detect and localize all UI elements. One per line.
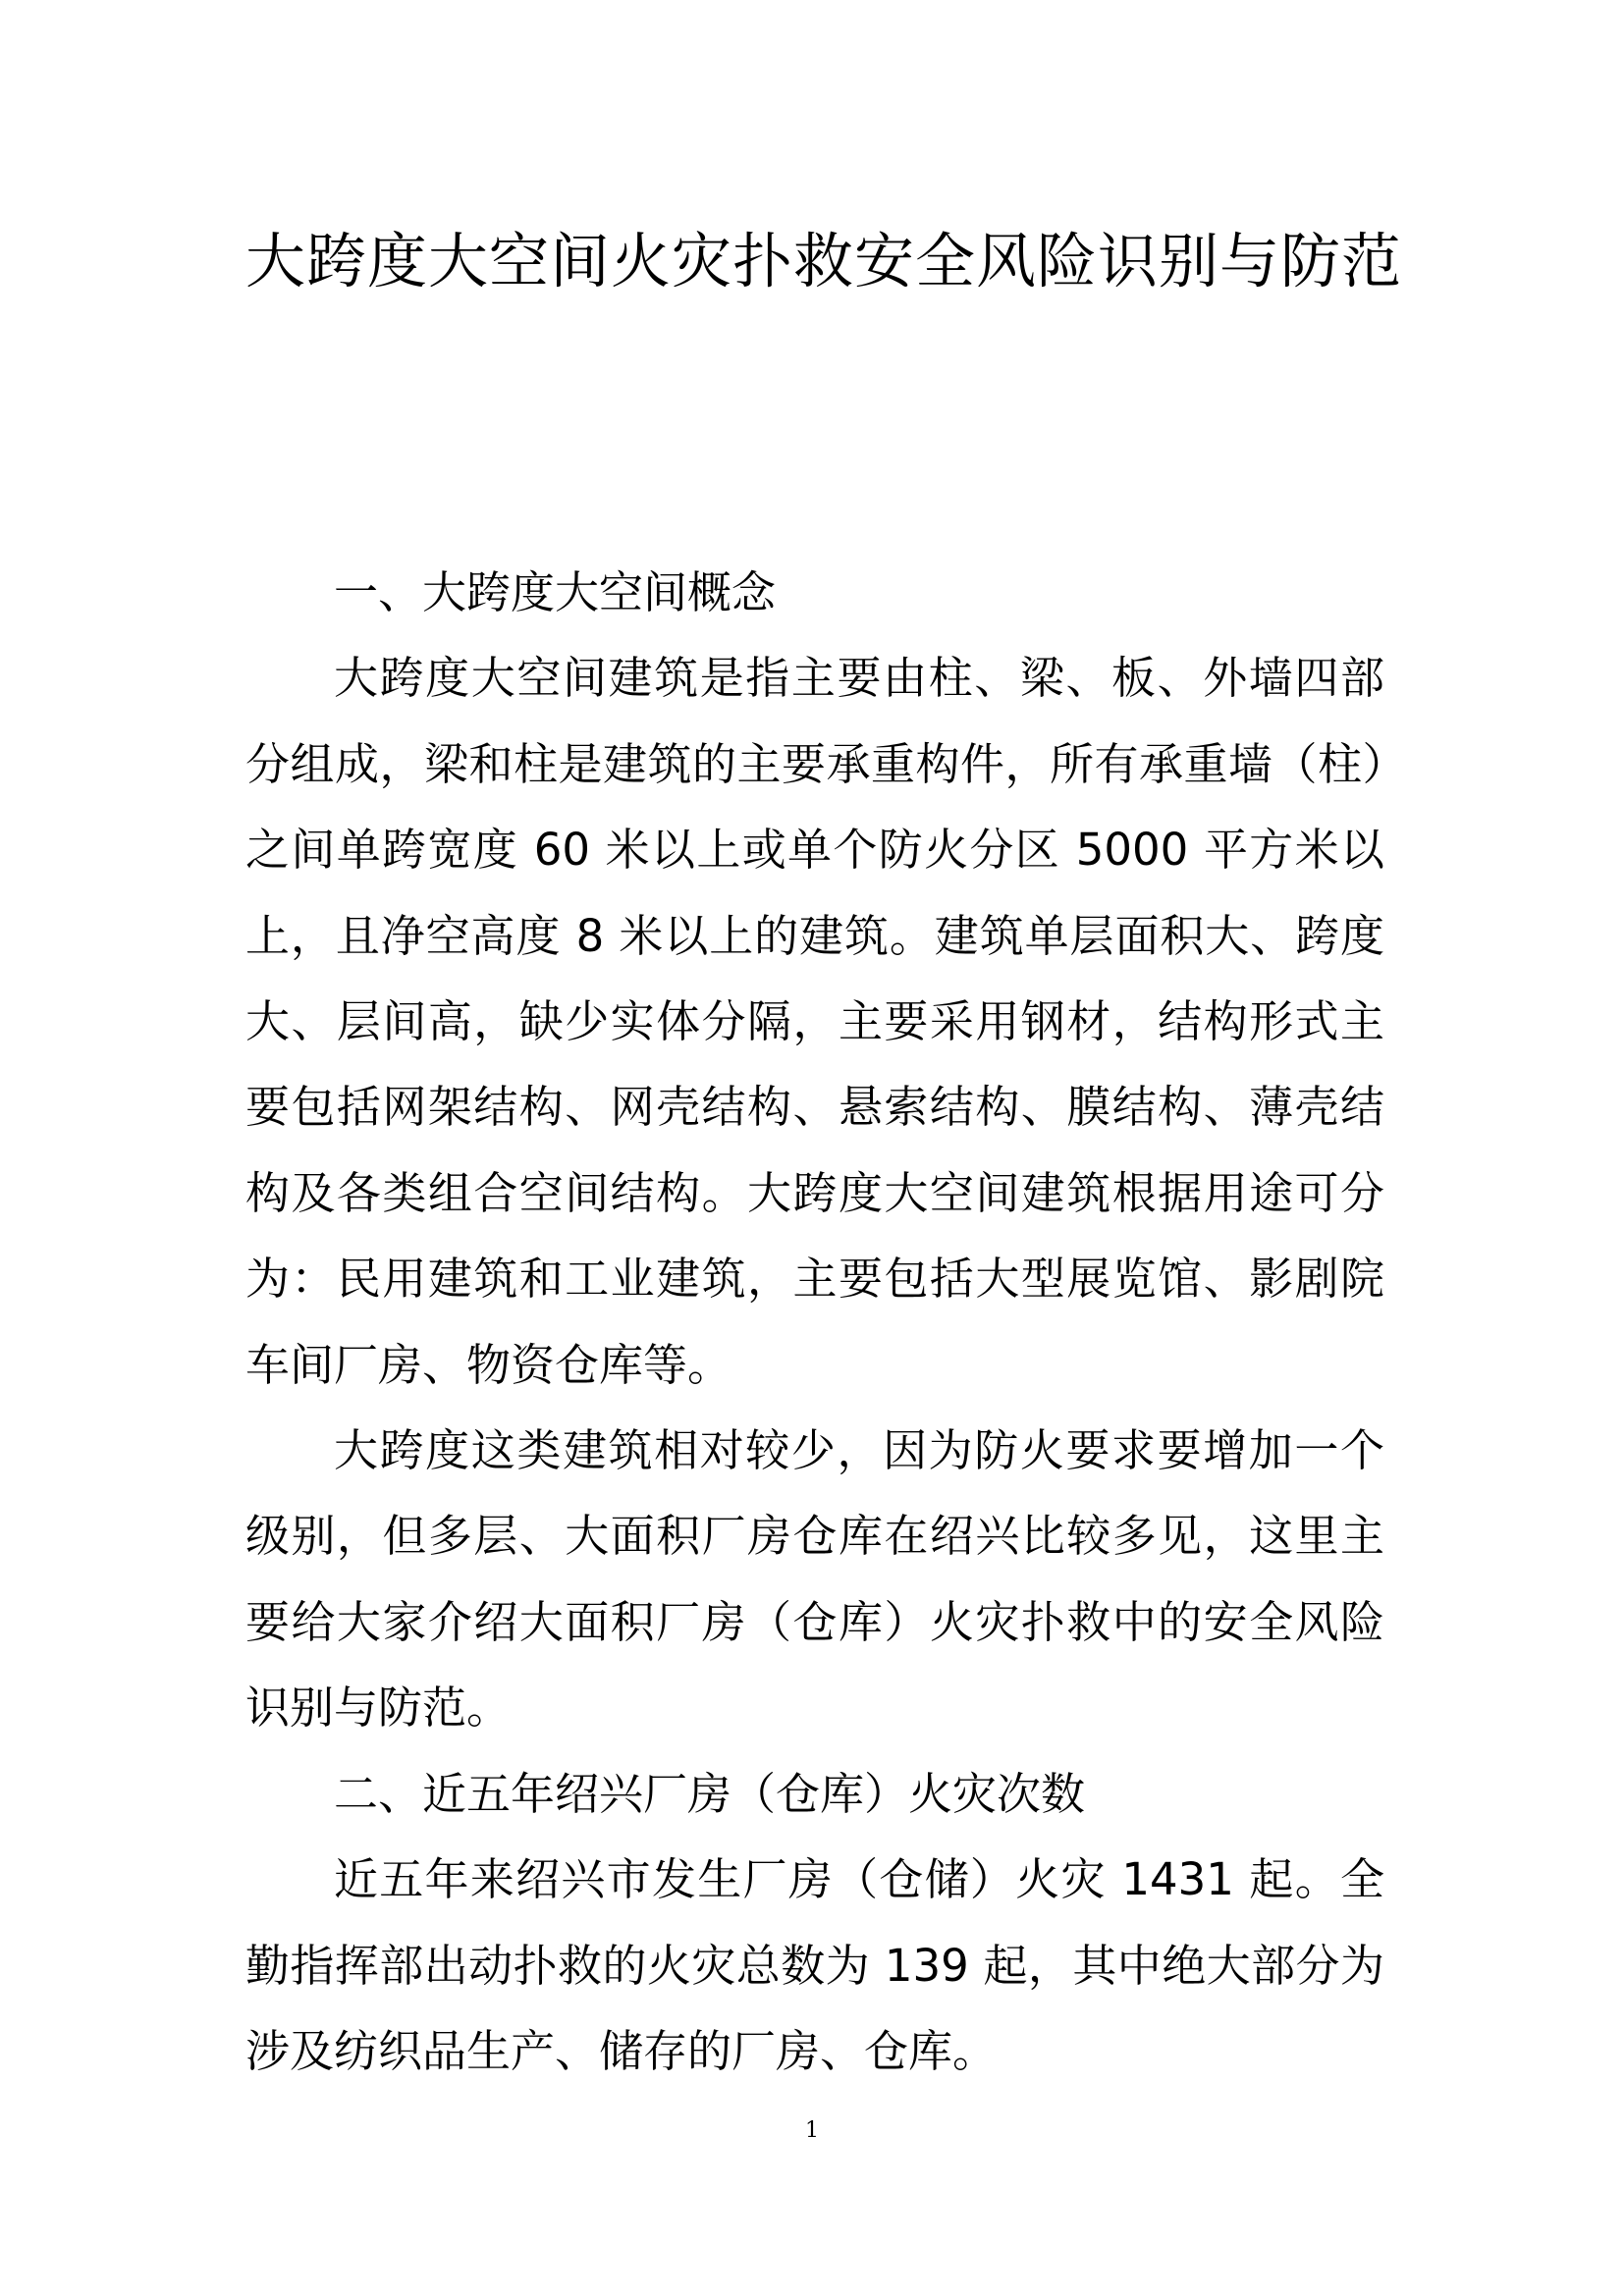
paragraph-definition: 大跨度大空间建筑是指主要由柱、梁、板、外墙四部分组成，梁和柱是建筑的主要承重构件，所有承重墙（柱）之间单跨宽度 60 米以上或单个防火分区 5000 平方米以上，且净空高度 8 米以上的建筑。建筑单层面积大、跨度大、层间高，缺少实体分隔，主要采用钢材，结构形式主要包括网架结构、网壳结构、悬索结构、膜结构、薄壳结构及各类组合空间结构。大跨度大空间建筑根据用途可分为：民用建筑和工业建筑，主要包括大型展览馆、影剧院车间厂房、物资仓库等。 [245, 652, 1384, 1391]
page-number: 1 [805, 2118, 819, 2143]
section-heading-fire-statistics: 二、近五年绍兴厂房（仓库）火灾次数 [334, 1767, 1086, 1820]
document-body [245, 550, 1384, 2094]
paragraph-introduction: 大跨度这类建筑相对较少，因为防火要求要增加一个级别，但多层、大面积厂房仓库在绍兴比较多见，这里主要给大家介绍大面积厂房（仓库）火灾扑救中的安全风险识别与防范。 [245, 1424, 1384, 1735]
document-title: 大跨度大空间火灾扑救安全风险识别与防范 [245, 227, 1403, 296]
section-heading-concept: 一、大跨度大空间概念 [334, 566, 777, 618]
paragraph-fire-statistics: 近五年来绍兴市发生厂房（仓储）火灾 1431 起。全勤指挥部出动扑救的火灾总数为 139 起，其中绝大部分为涉及纺织品生产、储存的厂房、仓库。 [245, 1853, 1384, 2077]
